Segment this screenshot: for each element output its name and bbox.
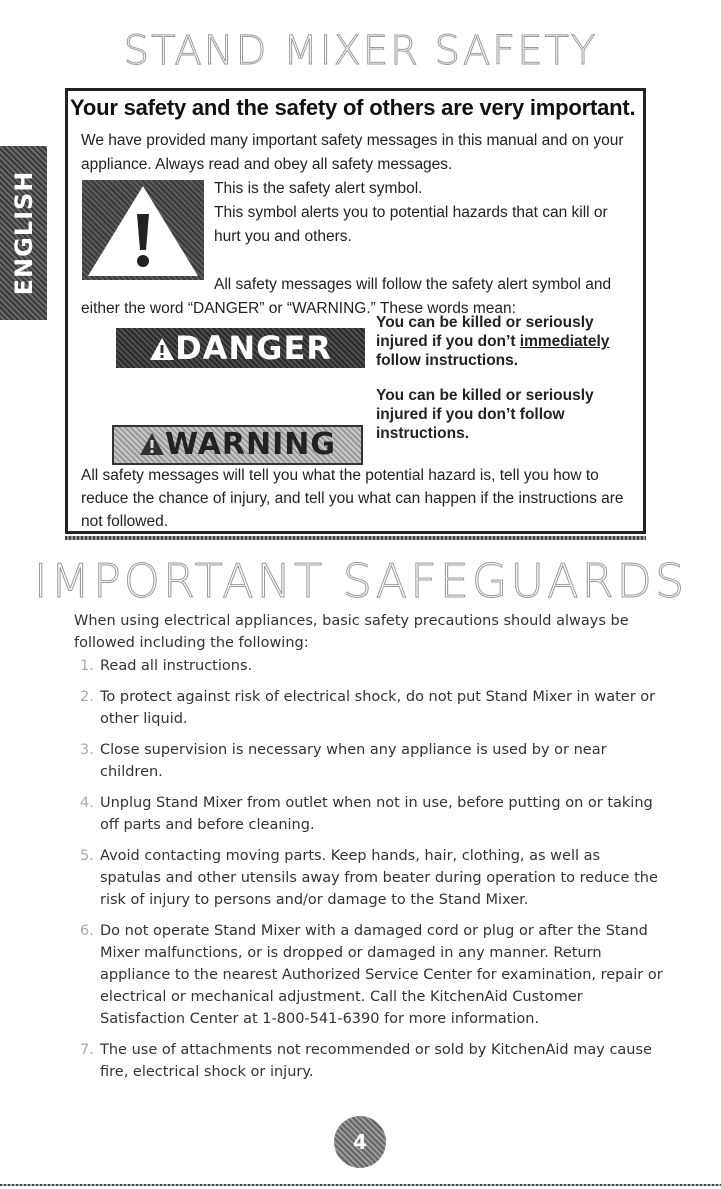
list-item: 4. Unplug Stand Mixer from outlet when not in use, before putting on or taking off parts and before cleaning.: [80, 795, 653, 833]
danger-signal-label: [116, 328, 365, 368]
language-tab: [0, 146, 47, 320]
list-item: 7. The use of attachments not recommended or sold by KitchenAid may cause fire, electrical shock or injury.: [80, 1042, 652, 1080]
list-item: 5. Avoid contacting moving parts. Keep hands, hair, clothing, as well as spatulas and other utensils away from beater during operation to reduce the risk of injury to persons and/or damage to the Stand Mixer.: [80, 848, 658, 908]
safety-box-intro: We have provided many important safety messages in this manual and on your appliance. Always read and obey all safety messages.: [81, 132, 624, 173]
list-item: 6. Do not operate Stand Mixer with a damaged cord or plug or after the Stand Mixer malfunctions, or is dropped or damaged in any manner. Return appliance to the nearest Authorized Service Center for examination, repair or electrical or mechanical adjustment. Call the KitchenAid Customer Satisfaction Center at 1-800-541-6390 for more information.: [80, 923, 663, 1027]
safety-alert-triangle-icon: [82, 180, 204, 280]
warning-label-text: WARNING: [164, 427, 337, 462]
bottom-rule: [0, 1184, 721, 1186]
safeguards-intro: When using electrical appliances, basic safety precautions should always be followed including the following:: [74, 613, 629, 651]
list-item: 3. Close supervision is necessary when any appliance is used by or near children.: [80, 742, 607, 780]
alert-line-3a: All safety messages will follow the safety alert symbol and: [214, 276, 612, 293]
warning-signal-label: [112, 425, 363, 465]
section-divider: [65, 536, 646, 540]
language-tab-label: ENGLISH: [9, 170, 38, 296]
warning-description: You can be killed or seriously injured if you don’t follow instructions.: [376, 387, 594, 442]
safety-message-box: [65, 88, 646, 534]
safeguards-list: [74, 655, 664, 1092]
safety-box-heading: Your safety and the safety of others are very important.: [70, 95, 636, 120]
page-title: STAND MIXER SAFETY: [123, 28, 598, 74]
alert-symbol-text: [214, 177, 634, 249]
alert-line-2: This symbol alerts you to potential hazards that can kill or hurt you and others.: [214, 204, 608, 245]
page-number: 4: [334, 1116, 386, 1168]
alert-line-3b: either the word “DANGER” or “WARNING.” These words mean:: [81, 300, 516, 317]
safeguards-title: IMPORTANT SAFEGUARDS: [33, 554, 688, 608]
list-item: 2. To protect against risk of electrical shock, do not put Stand Mixer in water or other liquid.: [80, 689, 656, 727]
danger-alert-icon: [149, 337, 175, 361]
danger-description: You can be killed or seriously injured if you don’t immediately follow instructions.: [376, 314, 610, 369]
safety-box-outro: All safety messages will tell you what the potential hazard is, tell you how to reduce the chance of injury, and tell you what can happen if the instructions are not followed.: [81, 467, 624, 530]
warning-alert-icon: [139, 432, 165, 456]
list-item: 1. Read all instructions.: [80, 658, 253, 674]
danger-label-text: DANGER: [175, 329, 332, 367]
alert-line-1: This is the safety alert symbol.: [214, 180, 423, 197]
